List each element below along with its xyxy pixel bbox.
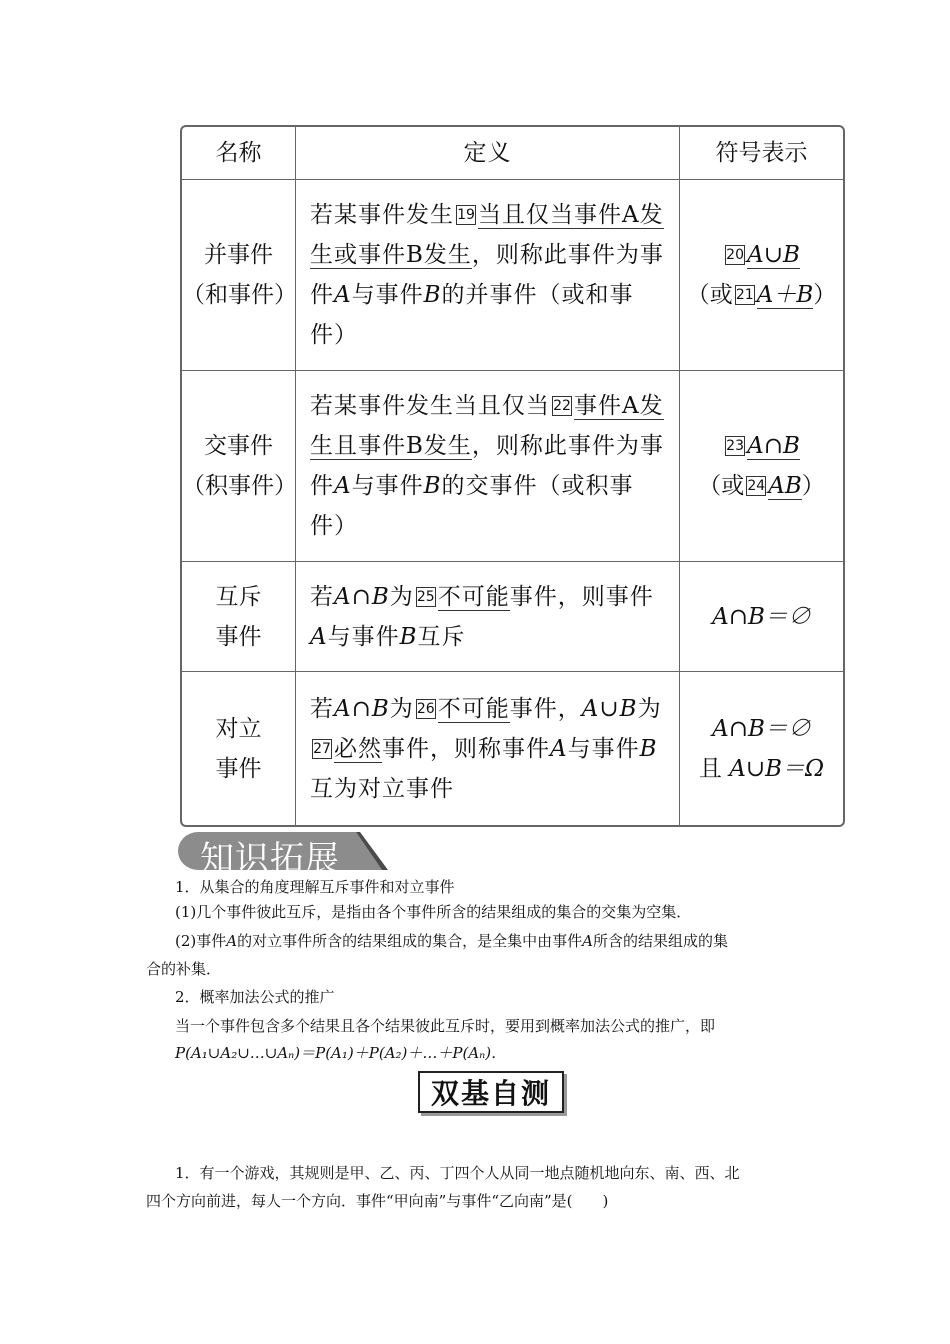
ext-paragraph: 当一个事件包含多个结果且各个结果彼此互斥时，要用到概率加法公式的推广，即 [175,1017,716,1035]
table-row: 交事件 （积事件） 若某事件发生当且仅当 22 事件A发生且事件B发生，则称此事件为事件A与事件B的交事件（或积事件） 23 A∩B （或 24 AB） [182,370,843,561]
filled-answer: 必然 [334,735,382,762]
blank-number: 27 [313,740,331,757]
term-name: 互斥 [215,583,262,610]
ext-paragraph-cont: 合的补集． [146,960,222,978]
definition-text: 若A∩B为 26 不可能事件，A∪B为27 必然事件，则称事件A与事件B互为对立事件 [310,695,662,802]
symbol-expression: A∩B＝∅ [712,715,811,742]
filled-answer: 事件A发生且事件B发生 [310,393,664,459]
question-text-cont: 四个方向前进，每人一个方向．事件“甲向南”与事件“乙向南”是( ) [146,1192,609,1210]
filled-answer: 当且仅当事件A发生或事件B发生 [310,202,664,268]
symbol-expression: A∪B＝Ω [729,755,825,782]
section-title: 双基自测 [418,1071,564,1113]
ext-paragraph: (2)事件A的对立事件所含的结果组成的集合，是全集中由事件A所含的结果组成的集 [175,932,728,950]
table-row: 并事件 （和事件） 若某事件发生 19 当且仅当事件A发生或事件B发生，则称此事件为事件A与事件B的并事件（或和事件） 20 A∪B （或 21 A＋B） [182,179,843,370]
blank-number: 25 [416,588,435,605]
symbol-answer: A∪B [747,242,800,268]
symbol-answer: AB [768,473,802,499]
filled-answer: 不可能 [437,583,510,610]
blank-number: 23 [726,438,744,454]
term-name-line2: 事件 [215,755,262,782]
symbol-expression: A∩B＝∅ [712,603,811,630]
table-row: 对立 事件 若A∩B为 26 不可能事件，A∪B为27 必然事件，则称事件A与事件B互为对立事件 A∩B＝∅ 且 A∪B＝Ω [182,671,843,825]
symbol-answer: A∩B [747,433,800,459]
filled-answer: 不可能 [437,695,510,722]
term-name-alt: （积事件） [182,473,297,499]
ext-heading-2: 2．概率加法公式的推广 [175,988,335,1006]
header-symbol: 符号表示 [715,140,808,166]
term-name-alt: （和事件） [182,282,297,308]
definition-text: 若A∩B为 25 不可能事件，则事件A与事件B互斥 [310,583,654,650]
definition-text: 若某事件发生 19 当且仅当事件A发生或事件B发生，则称此事件为事件A与事件B的并事件（或和事件） [310,202,664,348]
table-row [182,561,843,671]
question-text: 1．有一个游戏，其规则是甲、乙、丙、丁四个人从同一地点随机地向东、南、西、北 [175,1164,740,1182]
term-name: 对立 [215,715,262,742]
term-name: 交事件 [204,433,273,459]
blank-number: 21 [735,287,754,303]
definition-text: 若某事件发生当且仅当 22 事件A发生且事件B发生，则称此事件为事件A与事件B的交事件（或积事件） [310,393,664,539]
ext-paragraph: (1)几个事件彼此互斥，是指由各个事件所含的结果组成的集合的交集为空集． [175,903,692,921]
term-name: 并事件 [204,242,273,268]
blank-number: 26 [416,700,435,717]
blank-number: 22 [553,398,571,414]
header-name: 名称 [182,127,296,179]
table-header-row [182,127,843,179]
symbol-answer: A＋B [756,282,814,308]
header-definition: 定义 [296,127,680,179]
definition-table [180,125,845,827]
blank-number: 19 [457,207,475,223]
blank-number: 24 [747,478,766,494]
probability-formula: P(A₁∪A₂∪…∪Aₙ)＝P(A₁)＋P(A₂)＋…＋P(Aₙ)． [175,1044,507,1062]
ext-heading-1: 1．从集合的角度理解互斥事件和对立事件 [175,878,455,896]
section-banner-title: 知识拓展 [200,839,340,879]
term-name-line2: 事件 [215,623,262,650]
blank-number: 20 [726,247,744,263]
